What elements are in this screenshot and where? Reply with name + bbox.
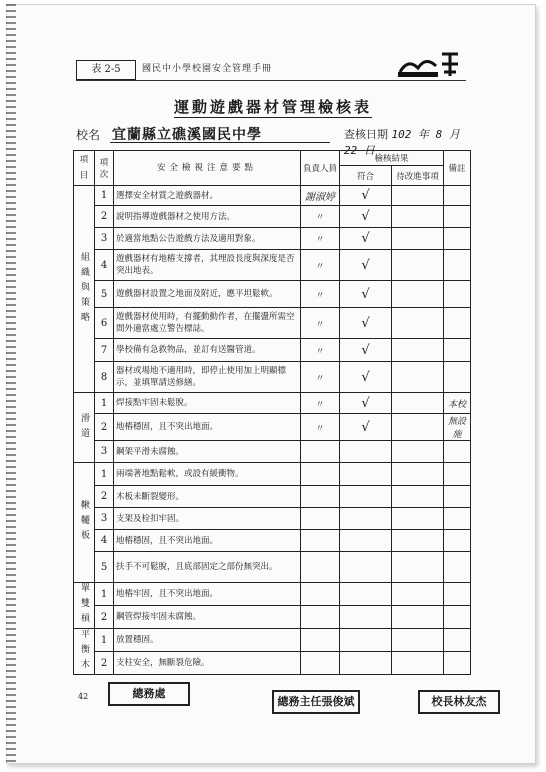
school-name: 宜蘭縣立礁溪國民中學 bbox=[112, 127, 262, 143]
table-header-row bbox=[74, 151, 471, 166]
note-cell bbox=[444, 629, 471, 652]
item-cell: 學校備有急救物品，並訂有送醫管道。 bbox=[114, 339, 301, 362]
ok-cell: √ bbox=[340, 393, 392, 414]
date-value: 102 年 8 月 22 日 bbox=[344, 128, 460, 157]
number-cell: 2 bbox=[95, 606, 114, 629]
table-row bbox=[74, 606, 471, 629]
responsible-cell: 〃 bbox=[301, 250, 340, 281]
responsible-cell: 〃 bbox=[301, 206, 340, 228]
fix-cell bbox=[392, 629, 444, 652]
number-cell: 8 bbox=[95, 362, 114, 393]
note-cell bbox=[444, 186, 471, 206]
number-cell: 5 bbox=[95, 281, 114, 308]
ok-cell bbox=[340, 463, 392, 486]
responsible-cell: 謝淑婷 bbox=[301, 186, 340, 206]
responsible-cell: 〃 bbox=[301, 362, 340, 393]
item-cell: 鋼架平滑未腐蝕。 bbox=[114, 441, 301, 463]
fix-cell bbox=[392, 339, 444, 362]
responsible-cell: 〃 bbox=[301, 339, 340, 362]
ok-cell bbox=[340, 583, 392, 606]
fix-cell bbox=[392, 308, 444, 339]
date-label: 查核日期 bbox=[344, 128, 388, 141]
category-cell: 單雙槓 bbox=[74, 583, 95, 629]
responsible-cell bbox=[301, 583, 340, 606]
header-item: 安全檢視注意要點 bbox=[114, 151, 301, 186]
fix-cell bbox=[392, 206, 444, 228]
table-row bbox=[74, 629, 471, 652]
item-cell: 地樁穩固，且不突出地面。 bbox=[114, 414, 301, 441]
item-cell: 選擇安全材質之遊戲器材。 bbox=[114, 186, 301, 206]
table-row bbox=[74, 206, 471, 228]
table-row bbox=[74, 250, 471, 281]
fix-cell bbox=[392, 441, 444, 463]
responsible-cell: 〃 bbox=[301, 414, 340, 441]
fix-cell bbox=[392, 186, 444, 206]
item-cell: 支柱安全，無斷裂危險。 bbox=[114, 652, 301, 675]
ok-cell: √ bbox=[340, 250, 392, 281]
fix-cell bbox=[392, 583, 444, 606]
responsible-cell: 〃 bbox=[301, 228, 340, 250]
number-cell: 2 bbox=[95, 652, 114, 675]
table-row bbox=[74, 552, 471, 583]
category-cell: 滑道 bbox=[74, 393, 95, 463]
ok-cell bbox=[340, 486, 392, 508]
number-cell: 3 bbox=[95, 228, 114, 250]
note-cell bbox=[444, 508, 471, 530]
number-cell: 7 bbox=[95, 339, 114, 362]
note-cell bbox=[444, 228, 471, 250]
responsible-cell bbox=[301, 530, 340, 552]
fix-cell bbox=[392, 250, 444, 281]
item-cell: 焊接點牢固未鬆脫。 bbox=[114, 393, 301, 414]
header-responsible: 負責人員 bbox=[301, 151, 340, 186]
school-line bbox=[76, 124, 466, 157]
table-row bbox=[74, 508, 471, 530]
item-cell: 遊戲器材設置之地面及附近，應平坦鬆軟。 bbox=[114, 281, 301, 308]
header-note: 備註 bbox=[444, 151, 471, 186]
note-cell bbox=[444, 552, 471, 583]
header-rule bbox=[76, 80, 466, 81]
ok-cell: √ bbox=[340, 339, 392, 362]
table-row bbox=[74, 281, 471, 308]
director-stamp: 總務主任張俊斌 bbox=[272, 690, 360, 714]
number-cell: 1 bbox=[95, 583, 114, 606]
category-cell: 鞦韆板 bbox=[74, 463, 95, 583]
note-cell bbox=[444, 606, 471, 629]
page-title-text: 運動遊戲器材管理檢核表 bbox=[173, 98, 372, 116]
table-row bbox=[74, 583, 471, 606]
table-row bbox=[74, 414, 471, 441]
ok-cell: √ bbox=[340, 281, 392, 308]
table-row bbox=[74, 308, 471, 339]
number-cell: 1 bbox=[95, 186, 114, 206]
page-number: 42 bbox=[78, 692, 89, 701]
item-cell: 遊戲器材有地樁支撐者，其埋設長度與深度是否突出地表。 bbox=[114, 250, 301, 281]
manual-title: 國民中小學校園安全管理手冊 bbox=[142, 64, 273, 74]
item-cell: 於適當地點公告遊戲方法及適用對象。 bbox=[114, 228, 301, 250]
item-cell: 遊戲器材使用時，有擺動動作者，在擺盪所需空間外適當處立警告標誌。 bbox=[114, 308, 301, 339]
number-cell: 4 bbox=[95, 250, 114, 281]
header-ok: 符合 bbox=[340, 166, 392, 186]
item-cell: 地樁穩固，且不突出地面。 bbox=[114, 530, 301, 552]
table-row bbox=[74, 530, 471, 552]
school-label: 校名 bbox=[76, 128, 101, 142]
binding-holes bbox=[6, 4, 16, 762]
ok-cell bbox=[340, 441, 392, 463]
category-cell: 組織與策略 bbox=[74, 186, 95, 393]
item-cell: 扶手不可鬆脫，且底部固定之部份無突出。 bbox=[114, 552, 301, 583]
ok-cell: √ bbox=[340, 308, 392, 339]
table-code: 表 2-5 bbox=[76, 60, 136, 80]
header-number: 項次 bbox=[95, 151, 114, 186]
item-cell: 鋼管焊接牢固未腐蝕。 bbox=[114, 606, 301, 629]
checklist-table bbox=[73, 150, 471, 675]
item-cell: 支架及栓扣牢固。 bbox=[114, 508, 301, 530]
number-cell: 3 bbox=[95, 441, 114, 463]
fix-cell bbox=[392, 463, 444, 486]
note-cell: 無設施 bbox=[444, 414, 471, 441]
ok-cell bbox=[340, 606, 392, 629]
number-cell: 6 bbox=[95, 308, 114, 339]
fix-cell bbox=[392, 362, 444, 393]
fix-cell bbox=[392, 652, 444, 675]
ok-cell: √ bbox=[340, 228, 392, 250]
fix-cell bbox=[392, 530, 444, 552]
fix-cell bbox=[392, 552, 444, 583]
note-cell bbox=[444, 583, 471, 606]
item-cell: 放置穩固。 bbox=[114, 629, 301, 652]
ok-cell bbox=[340, 508, 392, 530]
item-cell: 兩端著地點鬆軟，或設有緩衝物。 bbox=[114, 463, 301, 486]
note-cell bbox=[444, 463, 471, 486]
note-cell bbox=[444, 250, 471, 281]
ok-cell: √ bbox=[340, 186, 392, 206]
ok-cell: √ bbox=[340, 206, 392, 228]
fix-cell bbox=[392, 486, 444, 508]
responsible-cell bbox=[301, 606, 340, 629]
fix-cell bbox=[392, 393, 444, 414]
item-cell: 說明指導遊戲器材之使用方法。 bbox=[114, 206, 301, 228]
category-cell: 平衡木 bbox=[74, 629, 95, 675]
page-title bbox=[0, 96, 546, 117]
item-cell: 器材或場地不適用時，即停止使用加上明顯標示，並填單請送修繕。 bbox=[114, 362, 301, 393]
note-cell bbox=[444, 530, 471, 552]
header-category: 項目 bbox=[74, 151, 95, 186]
header-fix: 待改進事項 bbox=[392, 166, 444, 186]
responsible-cell: 〃 bbox=[301, 393, 340, 414]
item-cell: 地樁牢固，且不突出地面。 bbox=[114, 583, 301, 606]
note-cell bbox=[444, 441, 471, 463]
fix-cell bbox=[392, 228, 444, 250]
number-cell: 3 bbox=[95, 508, 114, 530]
note-cell bbox=[444, 339, 471, 362]
note-cell bbox=[444, 308, 471, 339]
table-row bbox=[74, 652, 471, 675]
number-cell: 1 bbox=[95, 463, 114, 486]
table-row bbox=[74, 441, 471, 463]
responsible-cell: 〃 bbox=[301, 308, 340, 339]
handler-stamp: 總務處 bbox=[108, 682, 190, 706]
ok-cell bbox=[340, 629, 392, 652]
ok-cell: √ bbox=[340, 362, 392, 393]
fix-cell bbox=[392, 606, 444, 629]
number-cell: 4 bbox=[95, 530, 114, 552]
note-cell: 本校 bbox=[444, 393, 471, 414]
note-cell bbox=[444, 652, 471, 675]
note-cell bbox=[444, 362, 471, 393]
responsible-cell bbox=[301, 441, 340, 463]
table-row bbox=[74, 463, 471, 486]
number-cell: 2 bbox=[95, 486, 114, 508]
fix-cell bbox=[392, 508, 444, 530]
responsible-cell bbox=[301, 552, 340, 583]
item-cell: 木板未斷裂變形。 bbox=[114, 486, 301, 508]
number-cell: 1 bbox=[95, 629, 114, 652]
note-cell bbox=[444, 281, 471, 308]
ok-cell: √ bbox=[340, 414, 392, 441]
note-cell bbox=[444, 206, 471, 228]
table-row bbox=[74, 339, 471, 362]
school-underline bbox=[110, 142, 330, 143]
number-cell: 2 bbox=[95, 206, 114, 228]
table-row bbox=[74, 486, 471, 508]
responsible-cell: 〃 bbox=[301, 281, 340, 308]
responsible-cell bbox=[301, 463, 340, 486]
responsible-cell bbox=[301, 486, 340, 508]
table-row bbox=[74, 228, 471, 250]
note-cell bbox=[444, 486, 471, 508]
table-row bbox=[74, 186, 471, 206]
table-row bbox=[74, 393, 471, 414]
manual-logo-icon bbox=[396, 48, 466, 80]
ok-cell bbox=[340, 530, 392, 552]
header-result: 檢核結果 bbox=[340, 151, 444, 166]
ok-cell bbox=[340, 652, 392, 675]
ok-cell bbox=[340, 552, 392, 583]
responsible-cell bbox=[301, 508, 340, 530]
principal-stamp: 校長林友杰 bbox=[418, 690, 500, 714]
number-cell: 1 bbox=[95, 393, 114, 414]
number-cell: 5 bbox=[95, 552, 114, 583]
number-cell: 2 bbox=[95, 414, 114, 441]
fix-cell bbox=[392, 414, 444, 441]
fix-cell bbox=[392, 281, 444, 308]
table-row bbox=[74, 362, 471, 393]
responsible-cell bbox=[301, 652, 340, 675]
responsible-cell bbox=[301, 629, 340, 652]
